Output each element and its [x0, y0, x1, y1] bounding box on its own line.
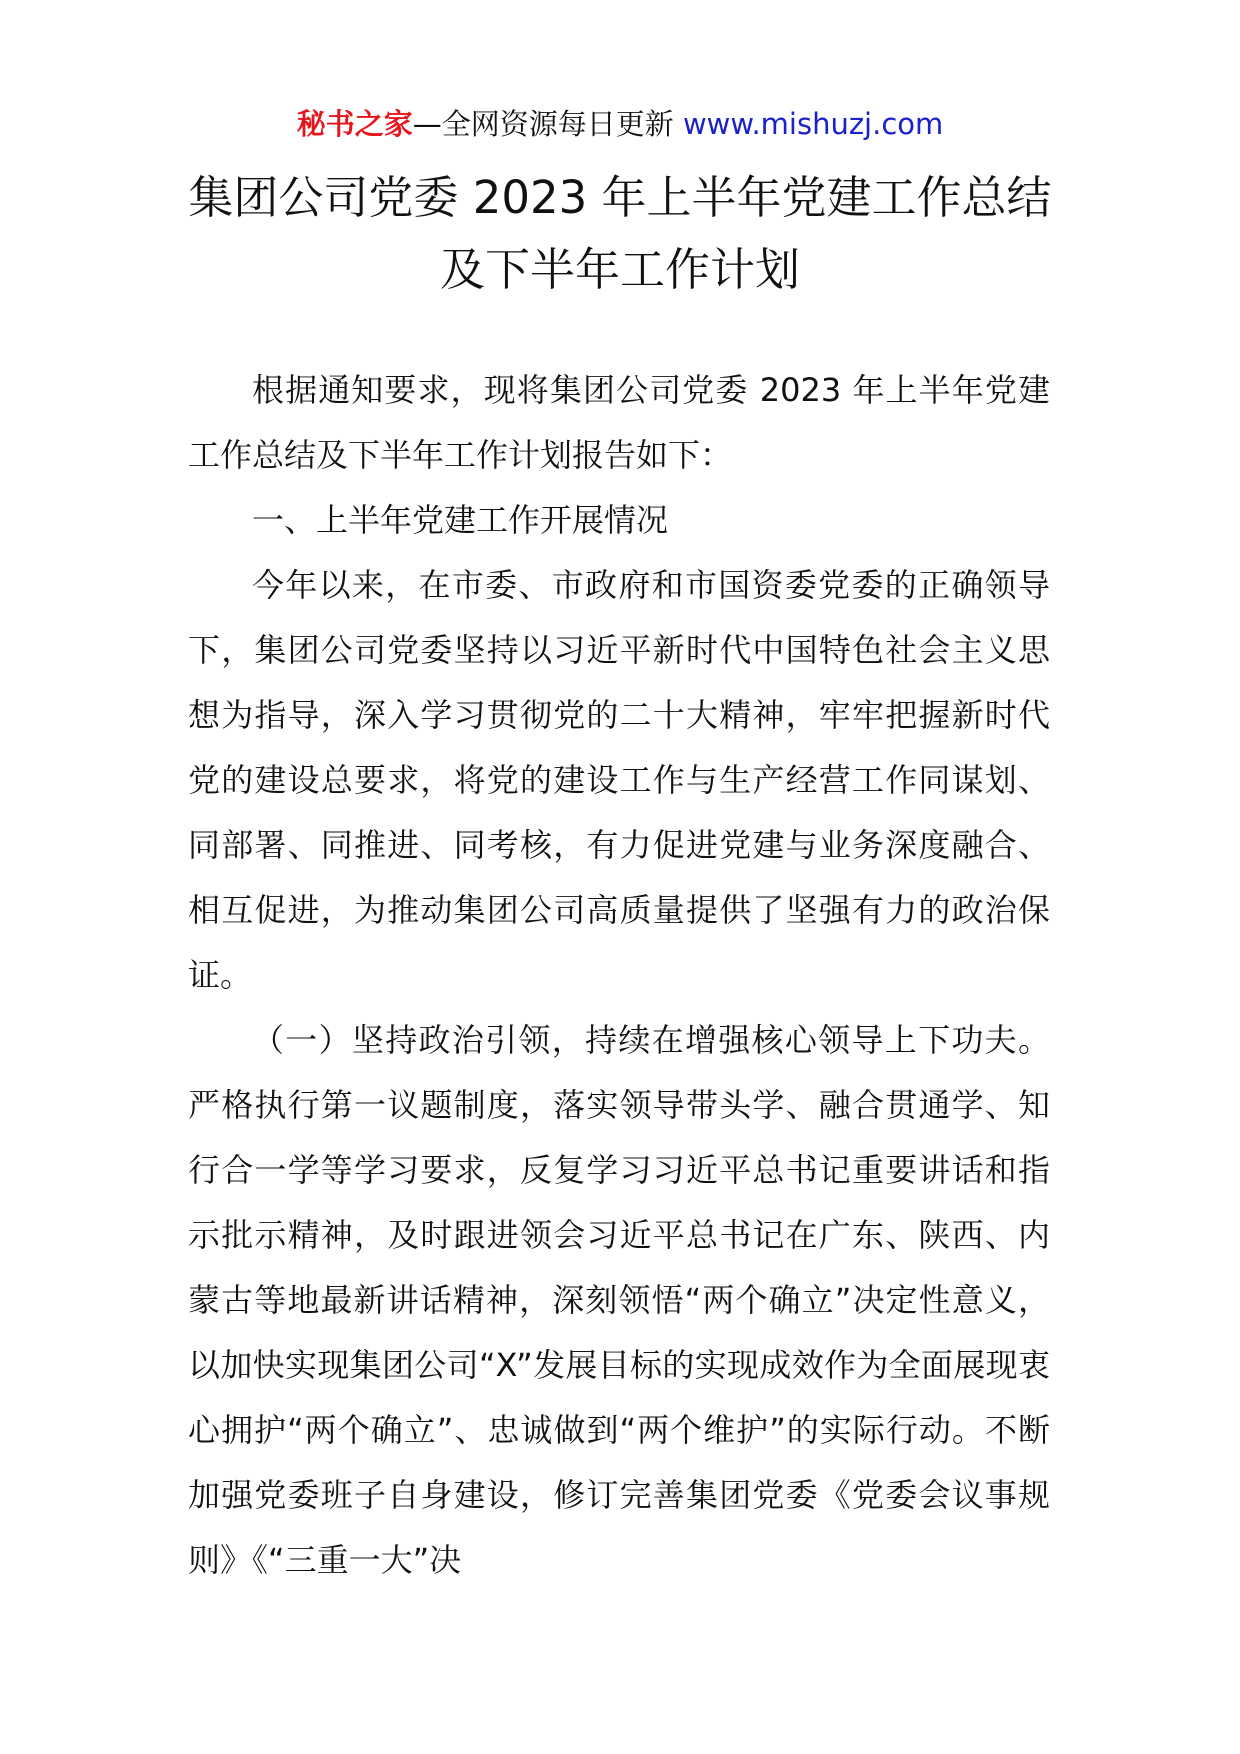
document-title: [100, 162, 1140, 306]
intro-paragraph: 根据通知要求，现将集团公司党委 2023 年上半年党建工作总结及下半年工作计划报告如下：: [188, 371, 1050, 474]
header-tagline: —全网资源每日更新: [412, 107, 674, 141]
body-paragraph: （一）坚持政治引领，持续在增强核心领导上下功夫。严格执行第一议题制度，落实领导带头学、融合贯通学、知行合一学等学习要求，反复学习习近平总书记重要讲话和指示批示精神，及时跟进领会习近平总书记在广东、陕西、内蒙古等地最新讲话精神，深刻领悟“两个确立”决定性意义，以加快实现集团公司“X”发展目标的实现成效作为全面展现衷心拥护“两个确立”、忠诚做到“两个维护”的实际行动。不断加强党委班子自身建设，修订完善集团党委《党委会议事规则》《“三重一大”决: [188, 1021, 1050, 1579]
page-header: [0, 104, 1240, 144]
brand-name: 秘书之家: [296, 107, 413, 141]
title-line-1: 集团公司党委 2023 年上半年党建工作总结: [188, 171, 1052, 224]
section-heading: 一、上半年党建工作开展情况: [252, 501, 669, 539]
website-link[interactable]: www.mishuzj.com: [682, 107, 944, 141]
document-body: [188, 358, 1050, 1593]
body-paragraph: 今年以来，在市委、市政府和市国资委党委的正确领导下，集团公司党委坚持以习近平新时代中国特色社会主义思想为指导，深入学习贯彻党的二十大精神，牢牢把握新时代党的建设总要求，将党的建设工作与生产经营工作同谋划、同部署、同推进、同考核，有力促进党建与业务深度融合、相互促进，为推动集团公司高质量提供了坚强有力的政治保证。: [188, 566, 1050, 994]
title-line-2: 及下半年工作计划: [439, 243, 800, 296]
